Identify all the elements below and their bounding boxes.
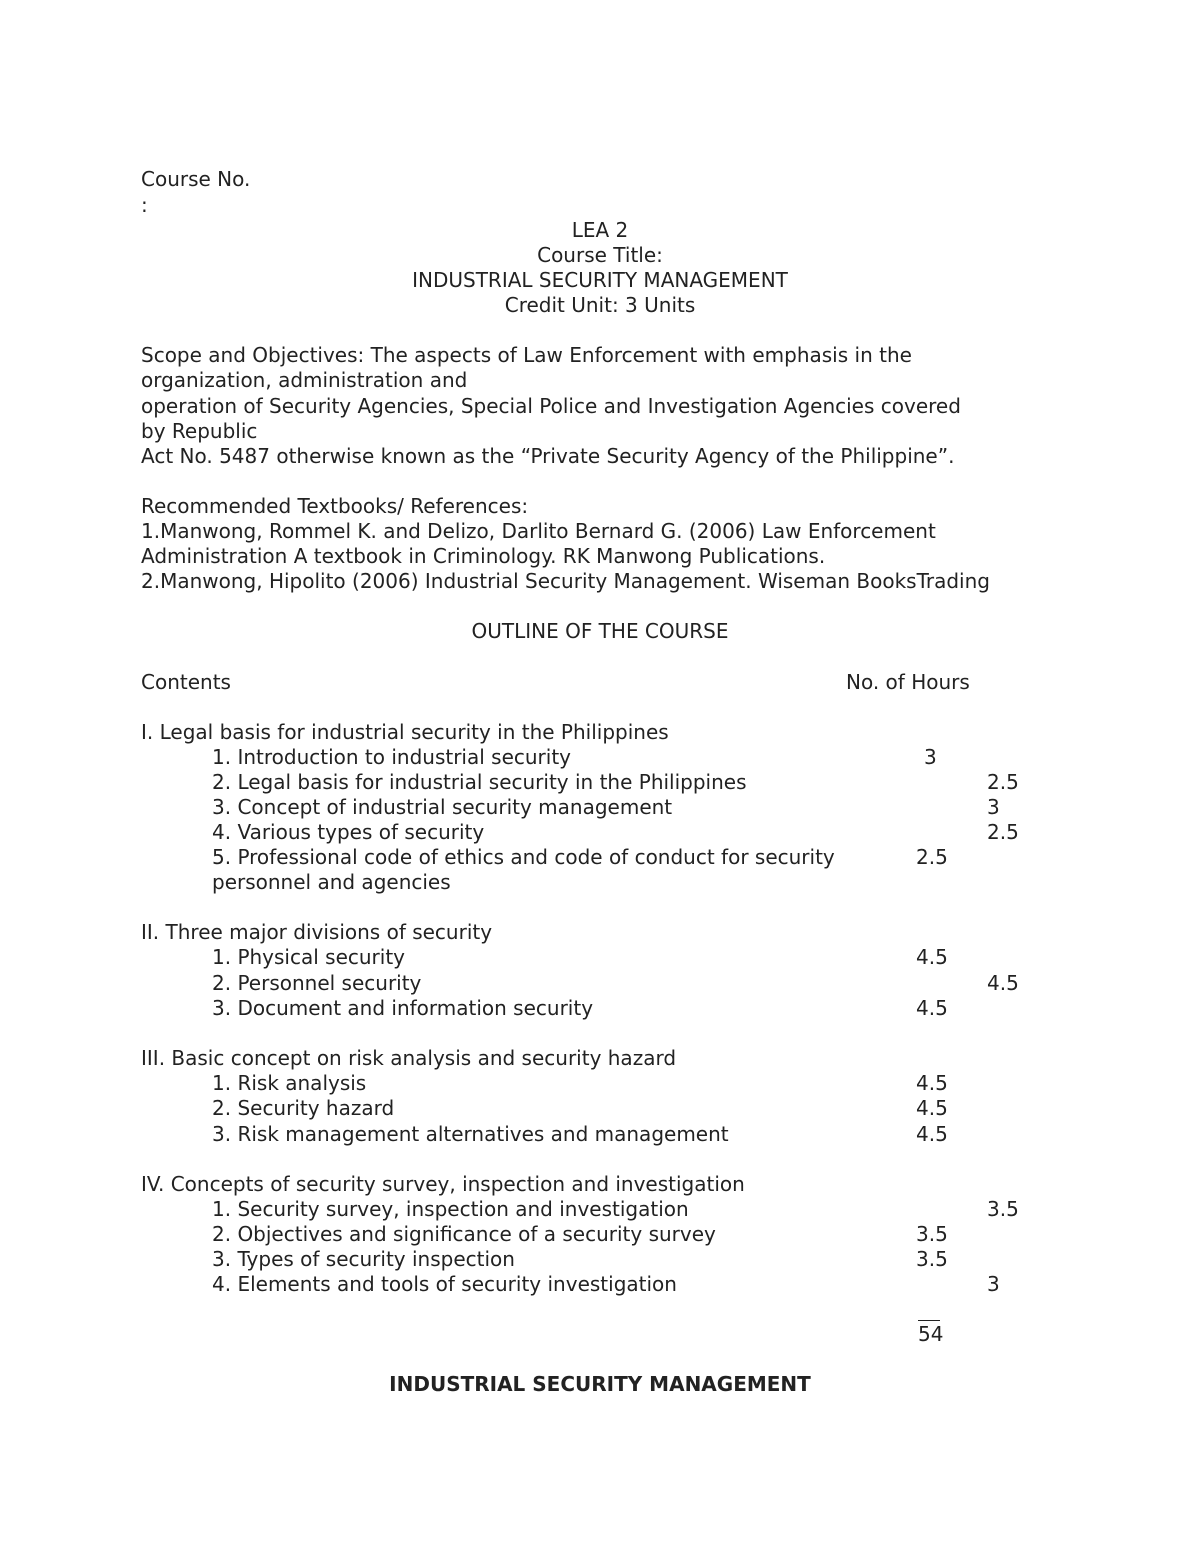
outline-item-hours: 3: [987, 795, 1000, 819]
course-title: INDUSTRIAL SECURITY MANAGEMENT: [412, 268, 788, 292]
scope-line: Scope and Objectives: The aspects of Law Enforcement with emphasis in the: [141, 343, 912, 367]
section-title: IV. Concepts of security survey, inspection and investigation: [141, 1172, 745, 1196]
outline-item: 1. Risk analysis: [212, 1071, 367, 1095]
outline-item-hours: 3: [987, 1272, 1000, 1296]
reference-line: 1.Manwong, Rommel K. and Delizo, Darlito Bernard G. (2006) Law Enforcement: [141, 519, 936, 543]
section-title: II. Three major divisions of security: [141, 920, 493, 944]
outline-item-hours: 2.5: [916, 845, 948, 869]
references-heading: Recommended Textbooks/ References:: [141, 494, 529, 518]
outline-item: 3. Risk management alternatives and management: [212, 1122, 729, 1146]
section-title: I. Legal basis for industrial security in the Philippines: [141, 720, 669, 744]
outline-item: 2. Objectives and significance of a security survey: [212, 1222, 716, 1246]
outline-item: 3. Concept of industrial security management: [212, 795, 673, 819]
outline-item: 3. Types of security inspection: [212, 1247, 515, 1271]
outline-item: 1. Physical security: [212, 945, 406, 969]
outline-item-hours: 4.5: [916, 996, 948, 1020]
outline-item-hours: 3: [924, 745, 937, 769]
outline-item-hours: 2.5: [987, 770, 1019, 794]
scope-line: by Republic: [141, 419, 258, 443]
footer-title: INDUSTRIAL SECURITY MANAGEMENT: [389, 1372, 811, 1396]
outline-item-hours: 4.5: [916, 945, 948, 969]
section-title: III. Basic concept on risk analysis and security hazard: [141, 1046, 677, 1070]
outline-item: 4. Elements and tools of security investigation: [212, 1272, 677, 1296]
outline-item: 5. Professional code of ethics and code of conduct for security: [212, 845, 835, 869]
contents-header: Contents: [141, 670, 231, 694]
credit-unit: Credit Unit: 3 Units: [504, 293, 696, 317]
outline-item: 2. Legal basis for industrial security in the Philippines: [212, 770, 747, 794]
outline-item: 1. Security survey, inspection and investigation: [212, 1197, 689, 1221]
scope-line: operation of Security Agencies, Special Police and Investigation Agencies covered: [141, 394, 961, 418]
course-no-label: Course No.: [141, 167, 251, 191]
outline-item-hours: 3.5: [987, 1197, 1019, 1221]
outline-item: 2. Personnel security: [212, 971, 422, 995]
outline-item-hours: 2.5: [987, 820, 1019, 844]
outline-item: 2. Security hazard: [212, 1096, 395, 1120]
total-hours: 54: [918, 1322, 944, 1346]
course-code: LEA 2: [571, 218, 629, 242]
hours-header: No. of Hours: [846, 670, 970, 694]
reference-line: Administration A textbook in Criminology. RK Manwong Publications.: [141, 544, 826, 568]
course-no-colon: :: [141, 193, 148, 217]
outline-item-hours: 4.5: [916, 1071, 948, 1095]
outline-item-hours: 3.5: [916, 1222, 948, 1246]
outline-item: 3. Document and information security: [212, 996, 594, 1020]
outline-heading: OUTLINE OF THE COURSE: [471, 619, 729, 643]
outline-item: 4. Various types of security: [212, 820, 485, 844]
outline-item-hours: 4.5: [916, 1096, 948, 1120]
scope-line: organization, administration and: [141, 368, 468, 392]
outline-item-hours: 4.5: [987, 971, 1019, 995]
outline-item-hours: 4.5: [916, 1122, 948, 1146]
outline-item-hours: 3.5: [916, 1247, 948, 1271]
scope-line: Act No. 5487 otherwise known as the “Private Security Agency of the Philippine”.: [141, 444, 955, 468]
reference-line: 2.Manwong, Hipolito (2006) Industrial Security Management. Wiseman BooksTrading: [141, 569, 990, 593]
course-title-label: Course Title:: [537, 243, 663, 267]
outline-item-continuation: personnel and agencies: [212, 870, 451, 894]
outline-item: 1. Introduction to industrial security: [212, 745, 572, 769]
